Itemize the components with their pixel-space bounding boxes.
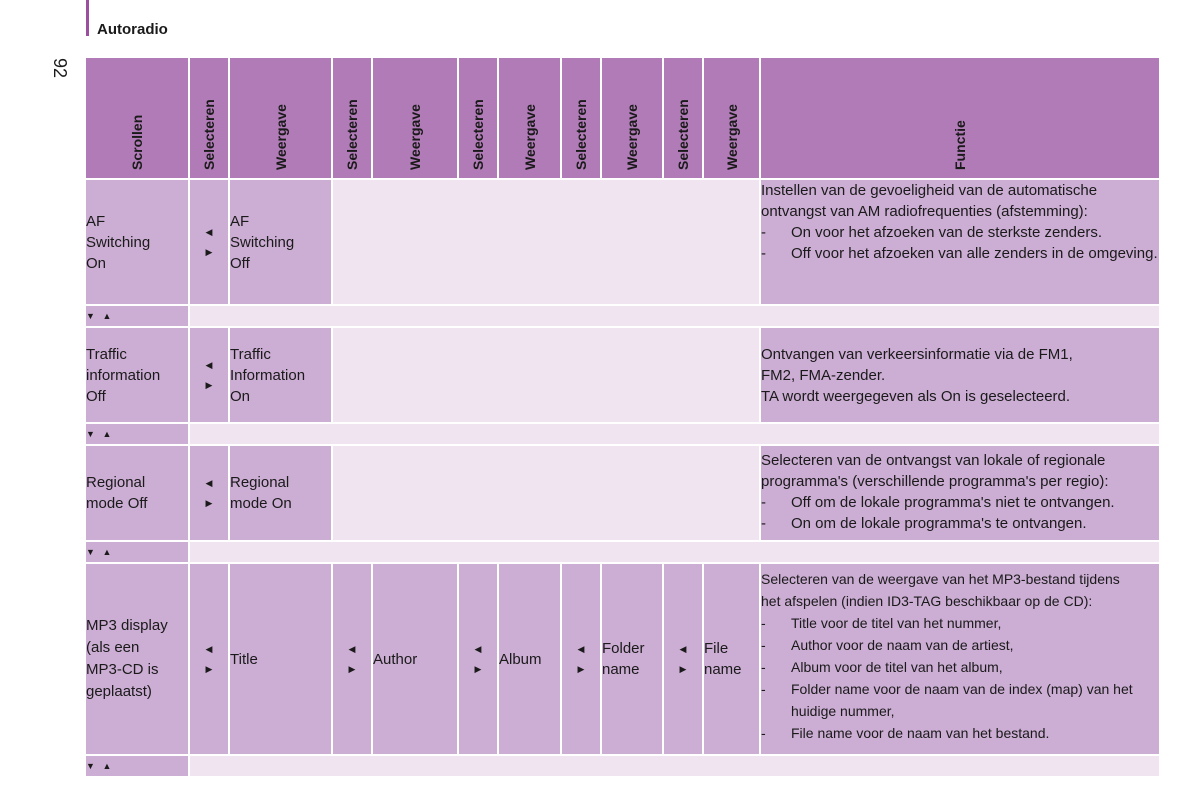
section-header-bar [86, 0, 89, 36]
display-option-text: File name [704, 564, 759, 754]
bullet-item: - Off om de lokale programma's niet te ontvangen. [761, 494, 1115, 511]
left-arrow-icon: ◀ [205, 227, 213, 237]
left-arrow-icon: ◀ [577, 644, 585, 654]
display-option-text: AF Switching Off [230, 180, 331, 304]
scroll-option-text: Traffic information Off [86, 328, 188, 422]
separator-fill [190, 424, 1159, 444]
select-arrows [459, 564, 497, 754]
left-arrow-icon: ◀ [205, 360, 213, 370]
right-arrow-icon: ▶ [205, 664, 213, 674]
page-number: 92 [50, 57, 71, 79]
section-title: Autoradio [97, 21, 168, 38]
down-arrow-icon: ▼ [86, 761, 95, 771]
column-header-display: Weergave [373, 58, 457, 178]
separator-fill [190, 756, 1159, 776]
scroll-option-text: Regional mode Off [86, 446, 188, 540]
table-row [86, 328, 1159, 422]
up-arrow-icon: ▲ [102, 311, 112, 321]
bullet-item: - File name voor de naam van het bestand. [761, 725, 1050, 741]
separator-row [86, 424, 1159, 444]
scroll-arrows [86, 756, 188, 776]
bullet-item: - Off voor het afzoeken van alle zenders in de omgeving. [761, 245, 1158, 262]
bullet-item: - Author voor de naam van de artiest, [761, 637, 1014, 653]
select-arrows [190, 564, 228, 754]
table-row [86, 446, 1159, 540]
scroll-option-text: MP3 display (als een MP3-CD is geplaatst) [86, 564, 188, 754]
empty-cell [333, 328, 759, 422]
column-header-display: Weergave [499, 58, 560, 178]
header-row [86, 58, 1159, 178]
up-arrow-icon: ▲ [102, 547, 112, 557]
up-arrow-icon: ▲ [102, 429, 112, 439]
left-arrow-icon: ◀ [348, 644, 356, 654]
function-description: Ontvangen van verkeersinformatie via de FM1, FM2, FMA-zender. TA wordt weergegeven als On is geselecteerd. [761, 328, 1159, 422]
function-description: Selecteren van de ontvangst van lokale of regionale programma's (verschillende programma's per regio): - Off om de lokale programma's niet te ontvangen. - On om de lokale programma's te ontvangen. [761, 446, 1159, 540]
display-option-text: Title [230, 564, 331, 754]
left-arrow-icon: ◀ [205, 644, 213, 654]
scroll-arrows [86, 542, 188, 562]
column-header-display: Weergave [230, 58, 331, 178]
select-arrows [190, 180, 228, 304]
column-header-display: Weergave [704, 58, 759, 178]
table-row [86, 180, 1159, 304]
column-header-select: Selecteren [664, 58, 702, 178]
display-option-text: Folder name [602, 564, 662, 754]
right-arrow-icon: ▶ [679, 664, 687, 674]
separator-fill [190, 306, 1159, 326]
separator-row [86, 306, 1159, 326]
separator-row [86, 756, 1159, 776]
select-arrows [190, 328, 228, 422]
column-header-function: Functie [761, 58, 1159, 178]
left-arrow-icon: ◀ [205, 478, 213, 488]
display-option-text: Album [499, 564, 560, 754]
scroll-arrows [86, 424, 188, 444]
down-arrow-icon: ▼ [86, 311, 95, 321]
bullet-item: - Folder name voor de naam van de index (map) van het huidige nummer, [761, 681, 1133, 719]
right-arrow-icon: ▶ [205, 380, 213, 390]
empty-cell [333, 180, 759, 304]
down-arrow-icon: ▼ [86, 429, 95, 439]
right-arrow-icon: ▶ [205, 247, 213, 257]
scroll-arrows [86, 306, 188, 326]
separator-row [86, 542, 1159, 562]
up-arrow-icon: ▲ [102, 761, 112, 771]
select-arrows [190, 446, 228, 540]
right-arrow-icon: ▶ [474, 664, 482, 674]
display-option-text: Regional mode On [230, 446, 331, 540]
right-arrow-icon: ▶ [348, 664, 356, 674]
column-header-select: Selecteren [562, 58, 600, 178]
function-description: Selecteren van de weergave van het MP3-bestand tijdens het afspelen (indien ID3-TAG beschikbaar op de CD): - Title voor de titel van het nummer, - Author voor de naam van de artiest, - Album voor de titel van het album, - Folder name voor de naam van de index (map) van het huidige nummer, - File name voor de naam van het bestand. [761, 564, 1159, 754]
bullet-item: - Title voor de titel van het nummer, [761, 615, 1002, 631]
display-option-text: Traffic Information On [230, 328, 331, 422]
column-header-display: Weergave [602, 58, 662, 178]
right-arrow-icon: ▶ [205, 498, 213, 508]
display-option-text: Author [373, 564, 457, 754]
function-description: Instellen van de gevoeligheid van de automatische ontvangst van AM radiofrequenties (afstemming): - On voor het afzoeken van de sterkste zenders. - Off voor het afzoeken van alle zenders in de omgeving. [761, 180, 1159, 304]
empty-cell [333, 446, 759, 540]
left-arrow-icon: ◀ [679, 644, 687, 654]
settings-table [84, 56, 1161, 778]
down-arrow-icon: ▼ [86, 547, 95, 557]
bullet-item: - Album voor de titel van het album, [761, 659, 1003, 675]
select-arrows [664, 564, 702, 754]
left-arrow-icon: ◀ [474, 644, 482, 654]
column-header-select: Selecteren [459, 58, 497, 178]
bullet-item: - On voor het afzoeken van de sterkste zenders. [761, 224, 1103, 241]
column-header-scroll: Scrollen [86, 58, 188, 178]
select-arrows [562, 564, 600, 754]
column-header-select: Selecteren [190, 58, 228, 178]
select-arrows [333, 564, 371, 754]
right-arrow-icon: ▶ [577, 664, 585, 674]
table-row [86, 564, 1159, 754]
separator-fill [190, 542, 1159, 562]
column-header-select: Selecteren [333, 58, 371, 178]
bullet-item: - On om de lokale programma's te ontvangen. [761, 515, 1087, 532]
scroll-option-text: AF Switching On [86, 180, 188, 304]
